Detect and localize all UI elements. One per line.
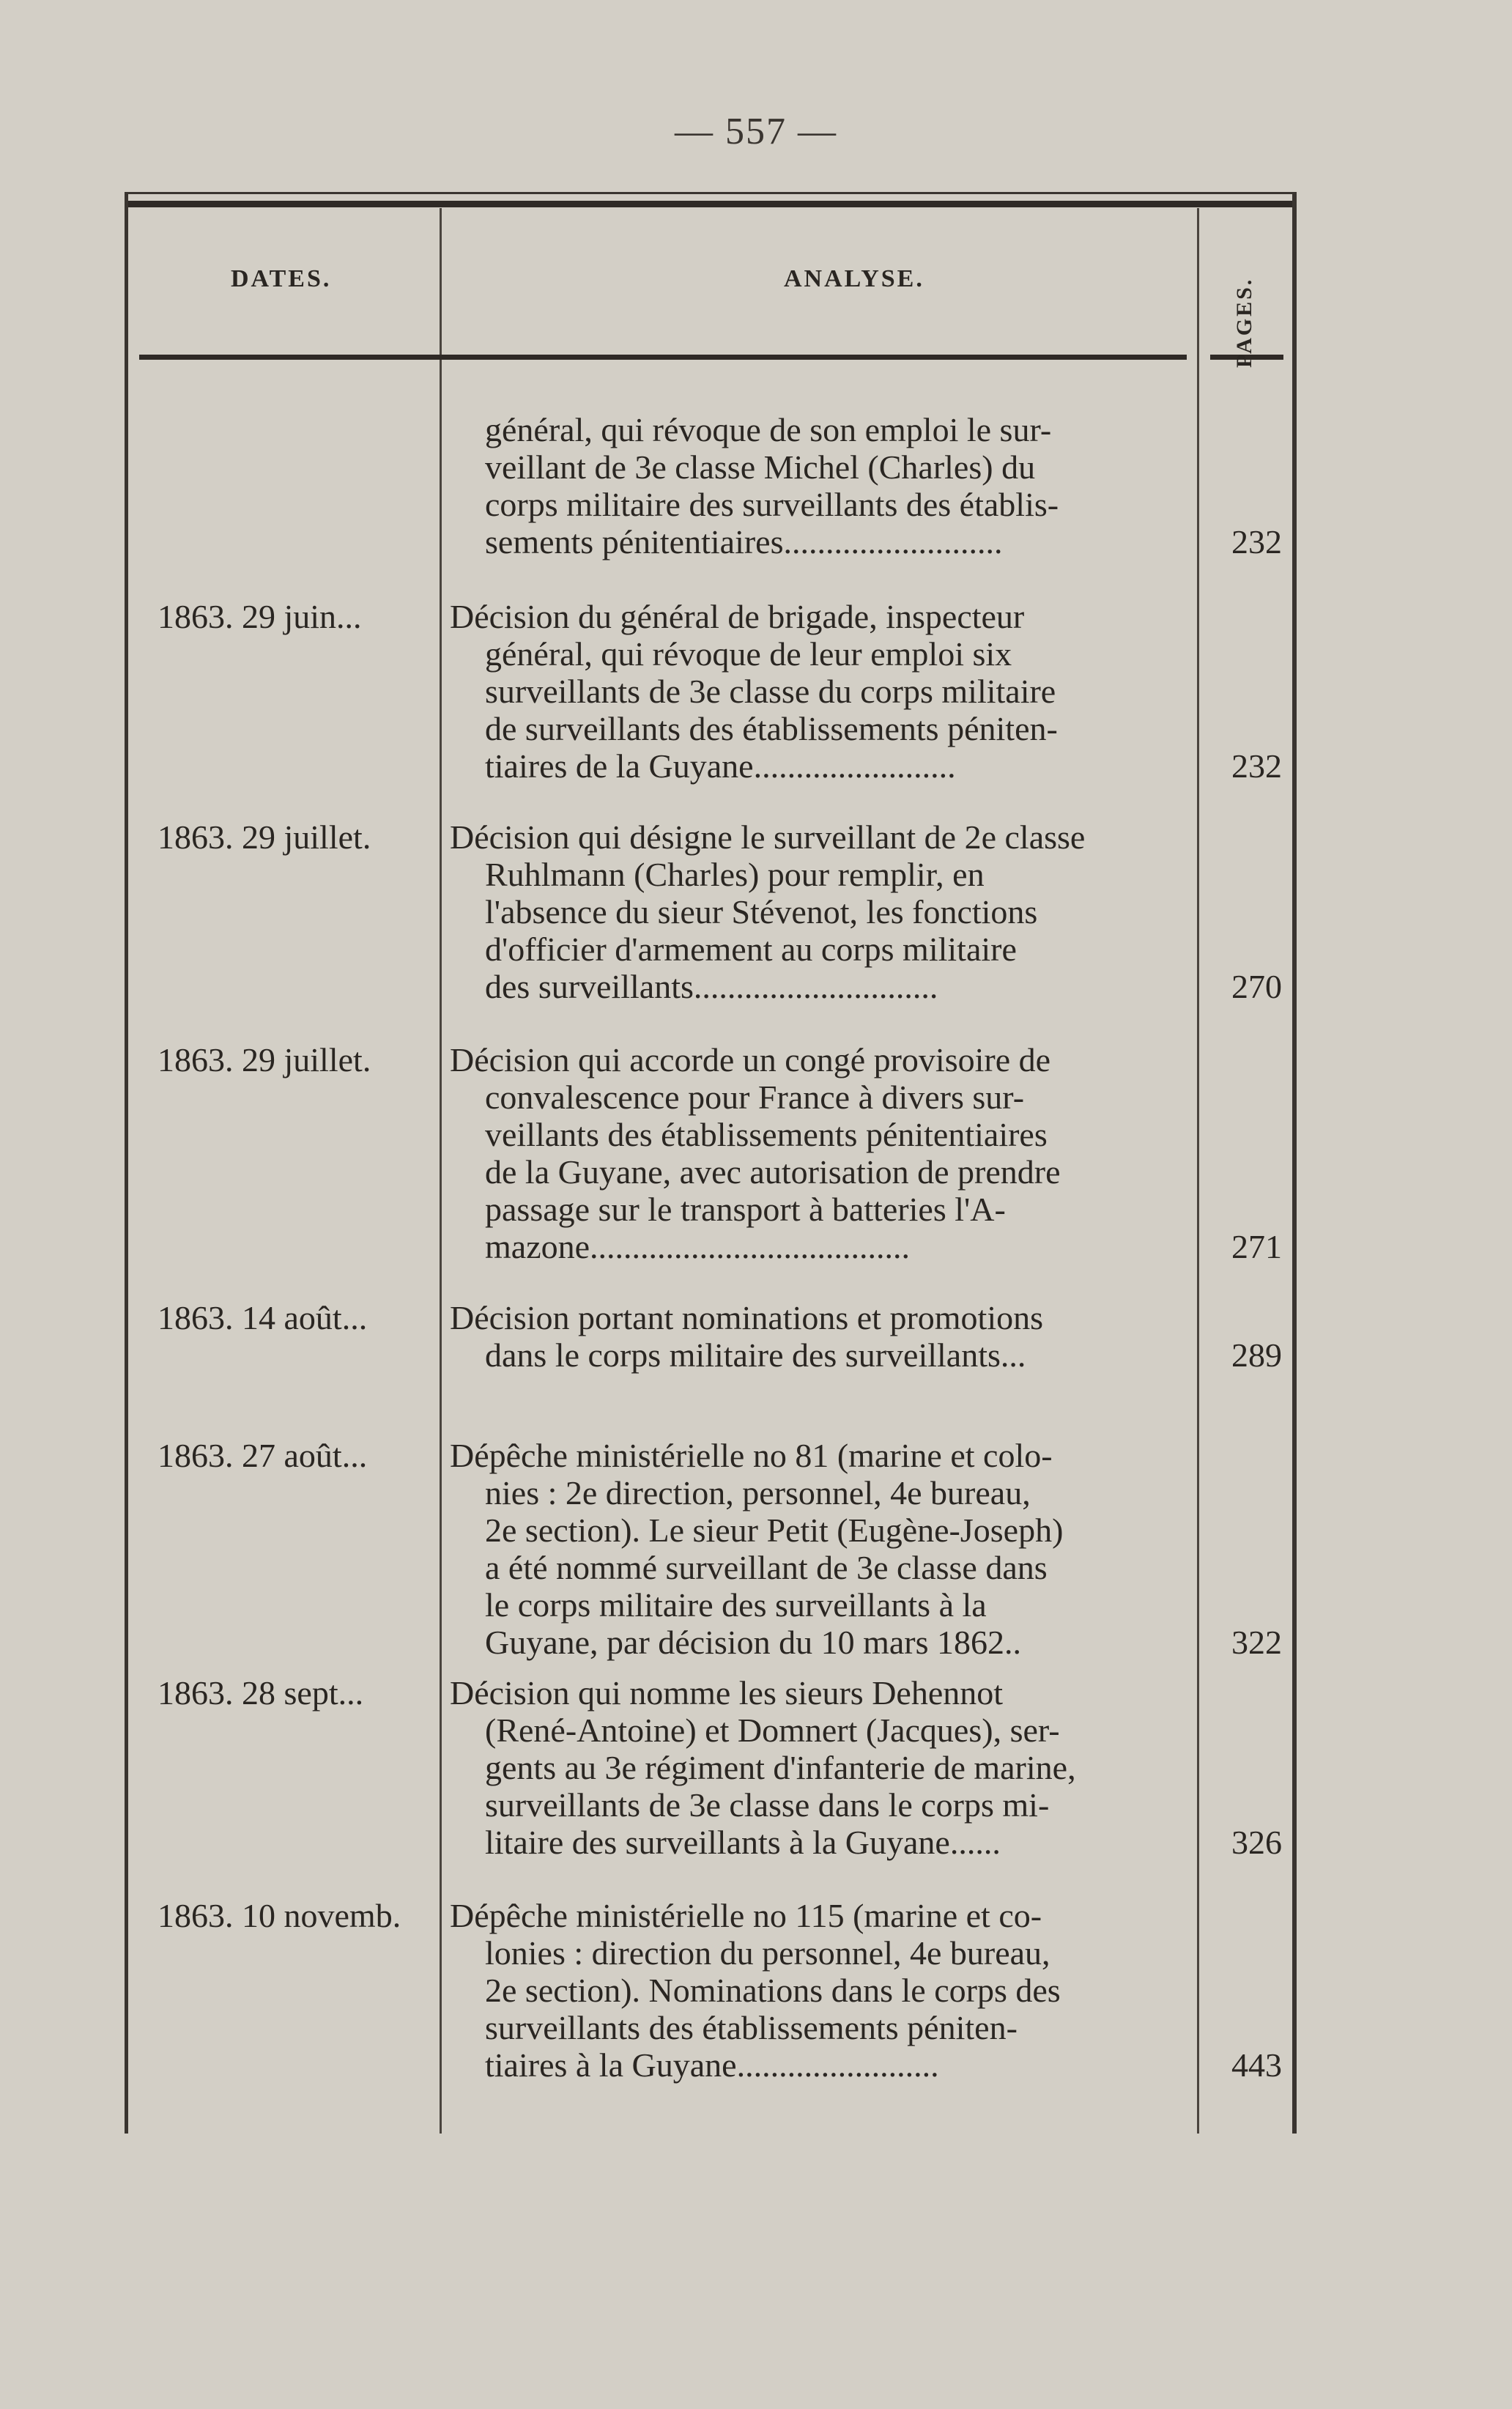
entry-text-line: tiaires à la Guyane........................ (485, 2047, 939, 2084)
table-border-right (1292, 192, 1297, 2134)
entry-text-line: Décision du général de brigade, inspecteur (450, 599, 1025, 635)
entry-text-line: sements pénitentiaires.......................... (485, 524, 1003, 560)
column-header-dates: DATES. (231, 265, 332, 292)
entry-text-line: Dépêche ministérielle no 115 (marine et co- (450, 1898, 1042, 1934)
entry-text-line: général, qui révoque de son emploi le sur- (485, 412, 1052, 448)
entry-text-line: Guyane, par décision du 10 mars 1862.. (485, 1624, 1022, 1661)
top-rule-thin (125, 192, 1297, 194)
entry-text-line: a été nommé surveillant de 3e classe dans (485, 1550, 1048, 1586)
entry-text-line: mazone...................................... (485, 1229, 911, 1265)
entry-text-line: 2e section). Nominations dans le corps des (485, 1972, 1061, 2009)
entry-date: 1863. 14 août... (158, 1299, 368, 1336)
entry-text-line: veillant de 3e classe Michel (Charles) du (485, 449, 1036, 486)
entry-text-line: corps militaire des surveillants des établis- (485, 486, 1059, 523)
entry-page: 322 (1231, 1624, 1282, 1661)
entry-text-line: 2e section). Le sieur Petit (Eugène-Joseph) (485, 1512, 1064, 1549)
entry-page: 443 (1231, 2046, 1282, 2084)
entry-date: 1863. 29 juillet. (158, 1041, 371, 1078)
entry-text-line: des surveillants............................. (485, 969, 938, 1005)
entry-date: 1863. 27 août... (158, 1437, 368, 1474)
entry-text-line: de la Guyane, avec autorisation de prendre (485, 1154, 1061, 1191)
entry-page: 270 (1231, 968, 1282, 1005)
entry-text-line: convalescence pour France à divers sur- (485, 1079, 1025, 1116)
entry-text-line: surveillants des établissements péniten- (485, 2010, 1018, 2046)
column-header-pages: PAGES. (1232, 277, 1256, 368)
entry-text-line: surveillants de 3e classe dans le corps mi- (485, 1787, 1050, 1824)
entry-text-line: d'officier d'armement au corps militaire (485, 931, 1017, 968)
entry-date: 1863. 28 sept... (158, 1674, 364, 1712)
entry-text-line: veillants des établissements pénitentiaires (485, 1117, 1048, 1153)
entry-text-line: Décision qui accorde un congé provisoire de (450, 1042, 1051, 1078)
entry-text-line: tiaires de la Guyane........................ (485, 748, 956, 785)
header-rule (139, 355, 1187, 360)
entry-text-line: Ruhlmann (Charles) pour remplir, en (485, 856, 985, 893)
entry-text-line: général, qui révoque de leur emploi six (485, 636, 1012, 673)
entry-page: 271 (1231, 1228, 1282, 1265)
entry-text-line: passage sur le transport à batteries l'A- (485, 1191, 1006, 1228)
entry-date: 1863. 10 novemb. (158, 1897, 401, 1934)
entry-text-line: Décision qui désigne le surveillant de 2e classe (450, 819, 1086, 856)
column-separator-dates (440, 208, 442, 2134)
entry-page: 232 (1231, 747, 1282, 785)
entry-text-line: lonies : direction du personnel, 4e bureau, (485, 1935, 1050, 1972)
column-header-analyse: ANALYSE. (784, 265, 924, 292)
entry-date: 1863. 29 juin... (158, 598, 362, 635)
entry-text-line: de surveillants des établissements péniten- (485, 711, 1058, 747)
entry-text-line: le corps militaire des surveillants à la (485, 1587, 987, 1624)
entry-text-line: Décision portant nominations et promotions (450, 1300, 1044, 1336)
entry-page: 326 (1231, 1824, 1282, 1861)
entry-date: 1863. 29 juillet. (158, 818, 371, 856)
entry-page: 232 (1231, 523, 1282, 560)
entry-text-line: gents au 3e régiment d'infanterie de marine, (485, 1750, 1076, 1786)
entry-text-line: nies : 2e direction, personnel, 4e bureau, (485, 1475, 1031, 1511)
entry-text-line: l'absence du sieur Stévenot, les fonctions (485, 894, 1038, 930)
index-table (125, 192, 1297, 2134)
entry-text-line: (René-Antoine) et Domnert (Jacques), ser- (485, 1712, 1060, 1749)
entry-text-line: litaire des surveillants à la Guyane...... (485, 1824, 1001, 1861)
entry-text-line: Décision qui nomme les sieurs Dehennot (450, 1675, 1004, 1712)
table-border-left (125, 192, 128, 2134)
entry-text-line: dans le corps militaire des surveillants... (485, 1337, 1026, 1374)
entry-page: 289 (1231, 1336, 1282, 1374)
top-rule-thick (125, 201, 1297, 207)
page-number: — 557 — (675, 111, 837, 152)
entry-text-line: Dépêche ministérielle no 81 (marine et colo- (450, 1437, 1053, 1474)
entry-text-line: surveillants de 3e classe du corps militaire (485, 673, 1056, 710)
